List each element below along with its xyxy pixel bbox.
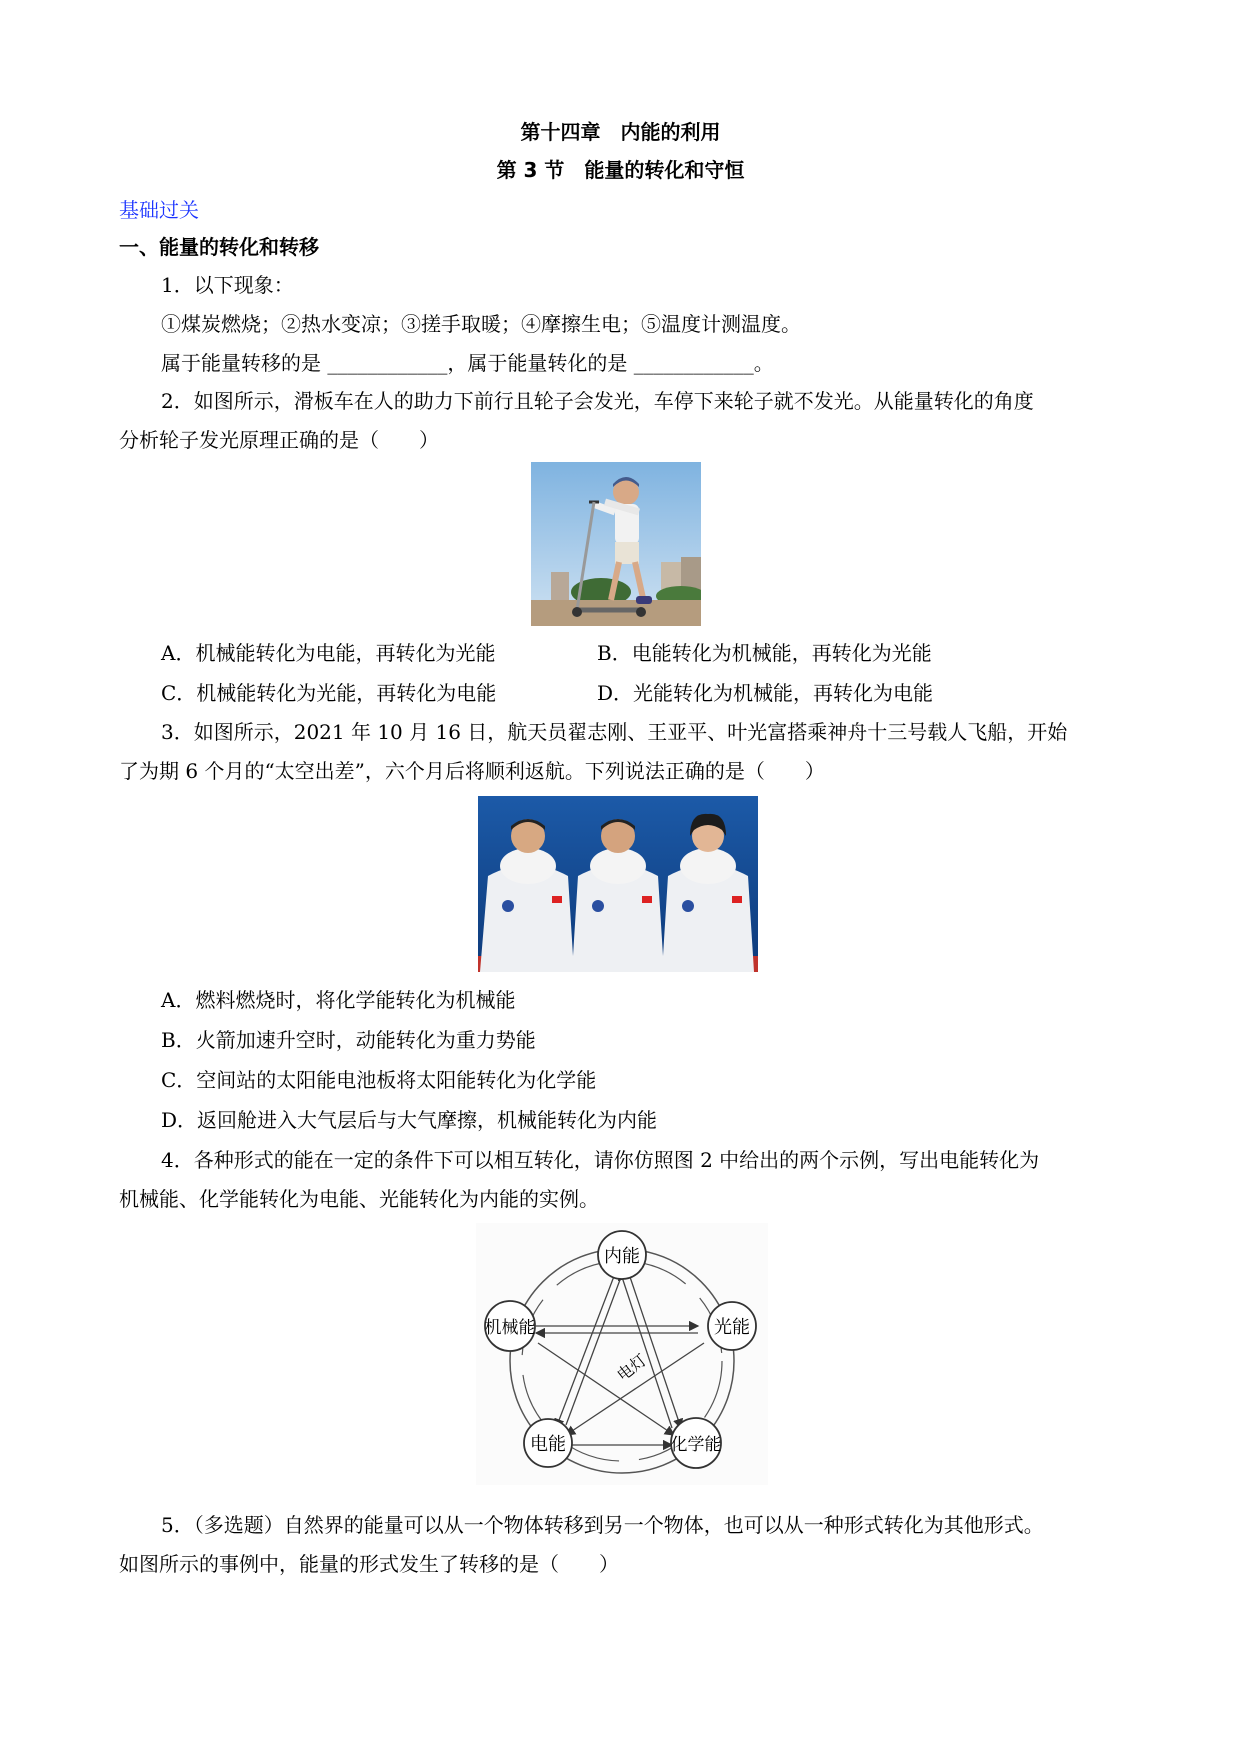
example-label-lamp: 电灯 bbox=[613, 1350, 651, 1385]
q1-fill: 属于能量转移的是 ____________，属于能量转化的是 ____________。 bbox=[161, 351, 774, 375]
q2-option-b: B．电能转化为机械能，再转化为光能 bbox=[597, 641, 932, 665]
q1-stem: 1．以下现象： bbox=[161, 273, 294, 297]
q5-line1: 5．（多选题）自然界的能量可以从一个物体转移到另一个物体，也可以从一种形式转化为其他形式。 bbox=[161, 1513, 1044, 1537]
q4-line1: 4．各种形式的能在一定的条件下可以相互转化，请你仿照图 2 中给出的两个示例，写出电能转化为 bbox=[161, 1148, 1040, 1172]
q4-line2: 机械能、化学能转化为电能、光能转化为内能的实例。 bbox=[119, 1187, 599, 1211]
q5-line2: 如图所示的事例中，能量的形式发生了转移的是（ ） bbox=[119, 1552, 619, 1576]
chapter-title: 第十四章 内能的利用 bbox=[520, 120, 721, 144]
node-light-energy bbox=[708, 1302, 756, 1350]
q3-line1: 3．如图所示，2021 年 10 月 16 日，航天员翟志刚、王亚平、叶光富搭乘神舟十三号载人飞船，开始 bbox=[161, 720, 1068, 744]
q2-line1: 2．如图所示，滑板车在人的助力下前行且轮子会发光，车停下来轮子就不发光。从能量转化的角度 bbox=[161, 389, 1034, 413]
node-internal-energy bbox=[598, 1231, 646, 1279]
section-tag: 基础过关 bbox=[119, 198, 199, 222]
q2-option-a: A．机械能转化为电能，再转化为光能 bbox=[161, 641, 496, 665]
svg-text:化学能: 化学能 bbox=[670, 1435, 722, 1455]
q3-option-b: B．火箭加速升空时，动能转化为重力势能 bbox=[161, 1028, 536, 1052]
q3-option-c: C．空间站的太阳能电池板将太阳能转化为化学能 bbox=[161, 1068, 597, 1092]
scooter-photo bbox=[531, 462, 701, 626]
q3-option-d: D．返回舱进入大气层后与大气摩擦，机械能转化为内能 bbox=[161, 1108, 658, 1132]
astronauts-photo bbox=[478, 796, 758, 972]
q3-line2: 了为期 6 个月的“太空出差”，六个月后将顺利返航。下列说法正确的是（ ） bbox=[119, 759, 825, 783]
energy-conversion-diagram bbox=[476, 1223, 768, 1485]
svg-text:电能: 电能 bbox=[530, 1434, 566, 1455]
node-chemical-energy bbox=[671, 1418, 722, 1468]
q2-line2: 分析轮子发光原理正确的是（ ） bbox=[119, 428, 439, 452]
svg-text:机械能: 机械能 bbox=[484, 1318, 536, 1338]
q1-items: ①煤炭燃烧；②热水变凉；③搓手取暖；④摩擦生电；⑤温度计测温度。 bbox=[161, 312, 801, 336]
node-mechanical-energy bbox=[485, 1301, 536, 1351]
svg-text:光能: 光能 bbox=[714, 1317, 750, 1338]
svg-text:内能: 内能 bbox=[604, 1246, 640, 1267]
node-electric-energy bbox=[524, 1419, 572, 1467]
q3-option-a: A．燃料燃烧时，将化学能转化为机械能 bbox=[161, 988, 516, 1012]
q2-option-c: C．机械能转化为光能，再转化为电能 bbox=[161, 681, 497, 705]
part-title: 一、能量的转化和转移 bbox=[119, 235, 319, 259]
q2-option-d: D．光能转化为机械能，再转化为电能 bbox=[597, 681, 934, 705]
section-title: 第 3 节 能量的转化和守恒 bbox=[496, 158, 745, 182]
